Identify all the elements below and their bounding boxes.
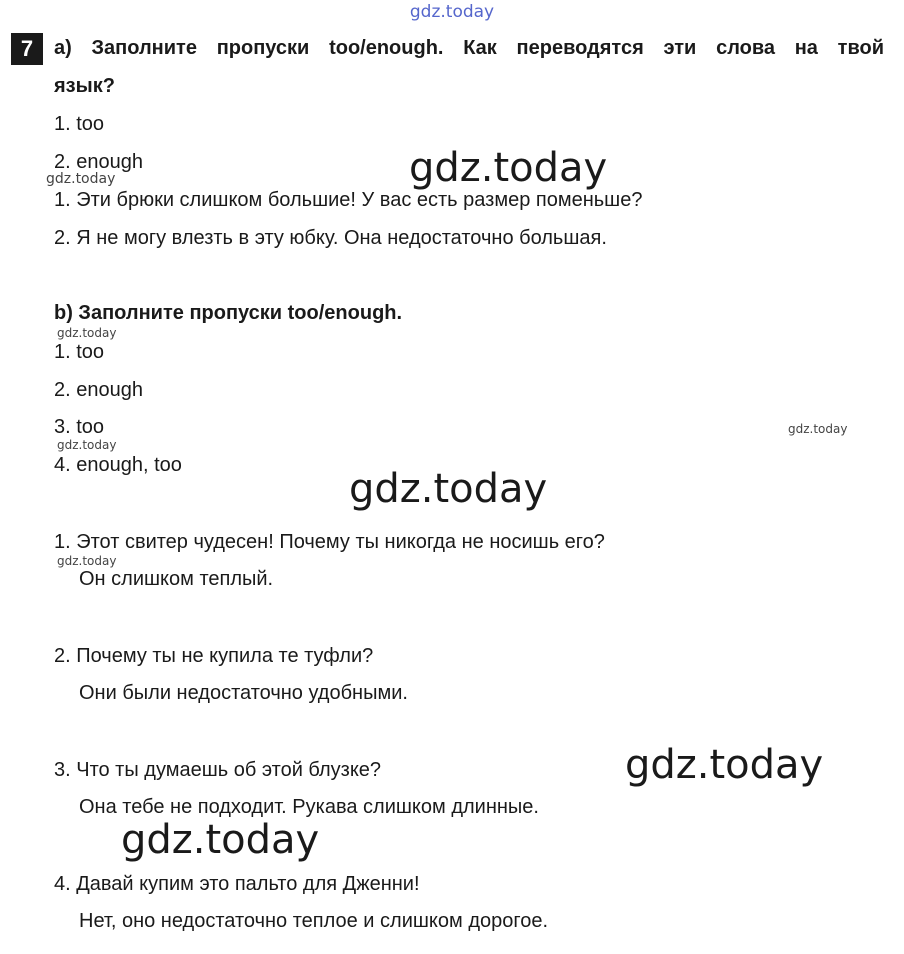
watermark-small: gdz.today	[57, 438, 117, 452]
part-b-answer-3: 3. too	[54, 416, 105, 438]
watermark-small: gdz.today	[46, 171, 116, 187]
watermark-large: gdz.today	[625, 742, 824, 788]
watermark-small: gdz.today	[788, 422, 848, 436]
part-a-heading-line1: a) Заполните пропуски too/enough. Как переводятся эти слова на твой	[54, 37, 884, 59]
part-a-translation-2: 2. Я не могу влезть в эту юбку. Она недостаточно большая.	[54, 227, 607, 249]
part-a-heading-line2: язык?	[54, 75, 115, 97]
watermark-large: gdz.today	[409, 145, 608, 191]
watermark-top: gdz.today	[409, 2, 495, 22]
watermark-large: gdz.today	[121, 817, 320, 863]
dialogue-4-question: 4. Давай купим это пальто для Дженни!	[54, 873, 420, 895]
part-b-answer-2: 2. enough	[54, 379, 143, 401]
part-b-answer-4: 4. enough, too	[54, 454, 182, 476]
part-a-answer-2: 2. enough	[54, 151, 143, 173]
dialogue-3-question: 3. Что ты думаешь об этой блузке?	[54, 759, 382, 781]
watermark-small: gdz.today	[57, 554, 117, 568]
part-a-translation-1: 1. Эти брюки слишком большие! У вас есть размер поменьше?	[54, 189, 643, 211]
watermark-small: gdz.today	[57, 326, 117, 340]
dialogue-2-question: 2. Почему ты не купила те туфли?	[54, 645, 374, 667]
dialogue-4-answer: Нет, оно недостаточно теплое и слишком дорогое.	[79, 910, 549, 932]
part-b-heading: b) Заполните пропуски too/enough.	[54, 302, 403, 324]
exercise-number: 7	[11, 33, 43, 65]
dialogue-1-answer: Он слишком теплый.	[79, 568, 274, 590]
part-a-answer-1: 1. too	[54, 113, 105, 135]
part-b-answer-1: 1. too	[54, 341, 105, 363]
dialogue-3-answer: Она тебе не подходит. Рукава слишком длинные.	[79, 796, 539, 818]
watermark-large: gdz.today	[349, 466, 548, 512]
dialogue-1-question: 1. Этот свитер чудесен! Почему ты никогда не носишь его?	[54, 531, 605, 553]
dialogue-2-answer: Они были недостаточно удобными.	[79, 682, 408, 704]
